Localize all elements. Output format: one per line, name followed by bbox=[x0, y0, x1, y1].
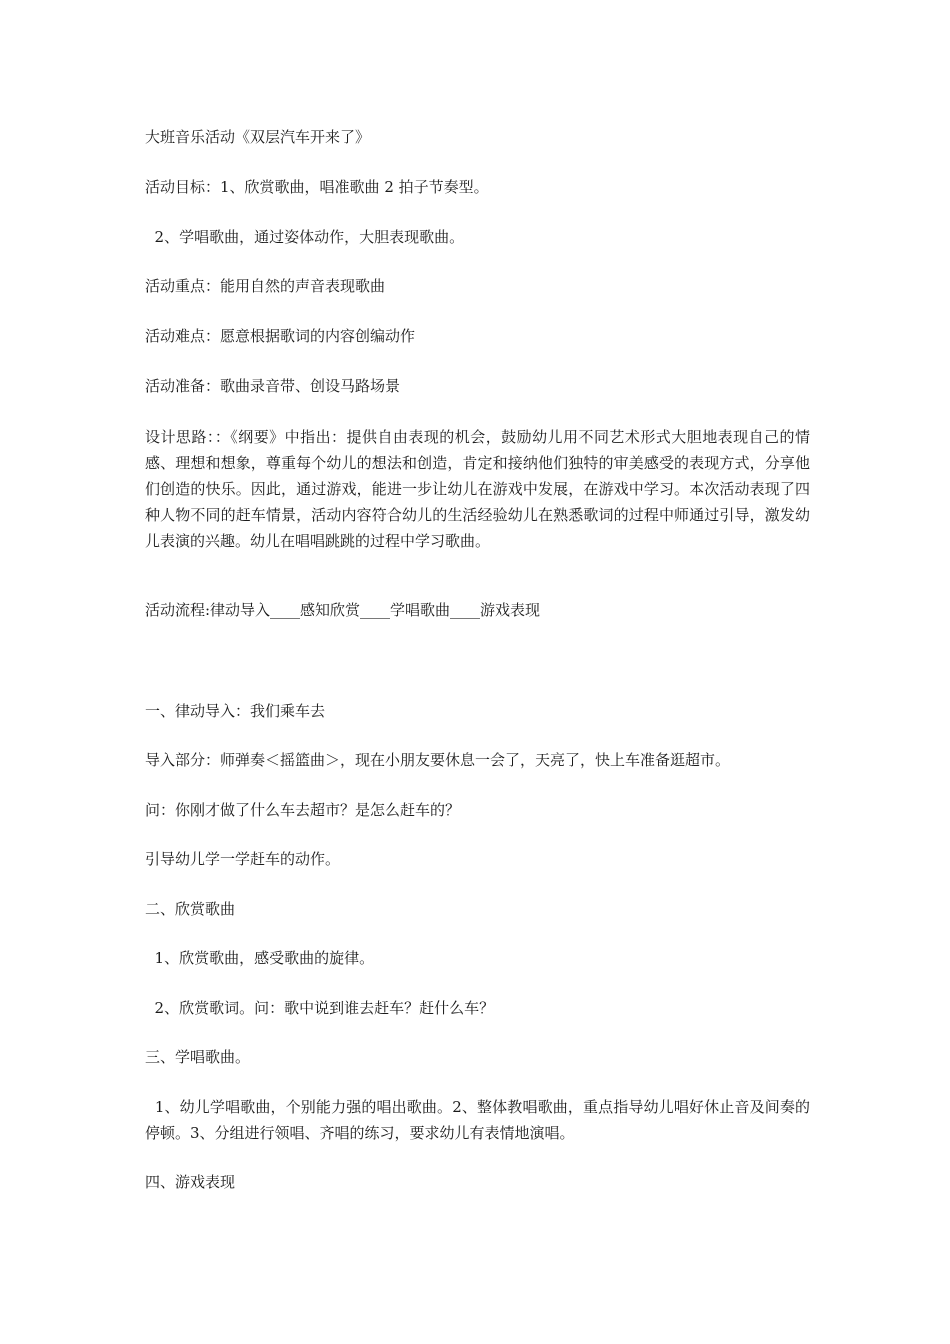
section-1-question: 问：你刚才做了什么车去超市？是怎么赶车的？ bbox=[145, 801, 461, 819]
section-1-guide: 引导幼儿学一学赶车的动作。 bbox=[145, 850, 341, 868]
activity-goals-line-2: 2、学唱歌曲，通过姿体动作，大胆表现歌曲。 bbox=[145, 228, 465, 246]
section-2-item-1: 1、欣赏歌曲，感受歌曲的旋律。 bbox=[145, 949, 375, 967]
section-3-paragraph: 1、幼儿学唱歌曲，个别能力强的唱出歌曲。2、整体教唱歌曲，重点指导幼儿唱好休止音及间奏的停顿。3、分组进行领唱、齐唱的练习，要求幼儿有表情地演唱。 bbox=[145, 1098, 810, 1142]
activity-preparation: 活动准备：歌曲录音带、创设马路场景 bbox=[145, 377, 401, 395]
activity-difficulty: 活动难点：愿意根据歌词的内容创编动作 bbox=[145, 327, 416, 345]
activity-focus: 活动重点：能用自然的声音表现歌曲 bbox=[145, 277, 386, 295]
section-3-title: 三、学唱歌曲。 bbox=[145, 1048, 251, 1066]
section-1-title: 一、律动导入：我们乘车去 bbox=[145, 702, 326, 720]
section-2-title: 二、欣赏歌曲 bbox=[145, 900, 236, 918]
activity-flow: 活动流程:律动导入____感知欣赏____学唱歌曲____游戏表现 bbox=[145, 601, 541, 619]
document-title: 大班音乐活动《双层汽车开来了》 bbox=[145, 128, 371, 146]
design-idea-paragraph: 设计思路：：《纲要》中指出：提供自由表现的机会，鼓励幼儿用不同艺术形式大胆地表现自己的情感、理想和想象，尊重每个幼儿的想法和创造，肯定和接纳他们独特的审美感受的表现方式，分享他们创造的快乐。因此，通过游戏，能进一步让幼儿在游戏中发展，在游戏中学习。本次活动表现了四种人物不同的赶车情景，活动内容符合幼儿的生活经验幼儿在熟悉歌词的过程中师通过引导，激发幼儿表演的兴趣。幼儿在唱唱跳跳的过程中学习歌曲。 bbox=[145, 428, 810, 550]
section-2-item-2: 2、欣赏歌词。问：歌中说到谁去赶车？赶什么车？ bbox=[145, 999, 495, 1017]
activity-goals-line-1: 活动目标：1、欣赏歌曲，唱准歌曲 2 拍子节奏型。 bbox=[145, 178, 489, 196]
section-1-intro: 导入部分：师弹奏＜摇篮曲＞，现在小朋友要休息一会了，天亮了，快上车准备逛超市。 bbox=[145, 751, 731, 769]
section-4-title: 四、游戏表现 bbox=[145, 1173, 236, 1191]
